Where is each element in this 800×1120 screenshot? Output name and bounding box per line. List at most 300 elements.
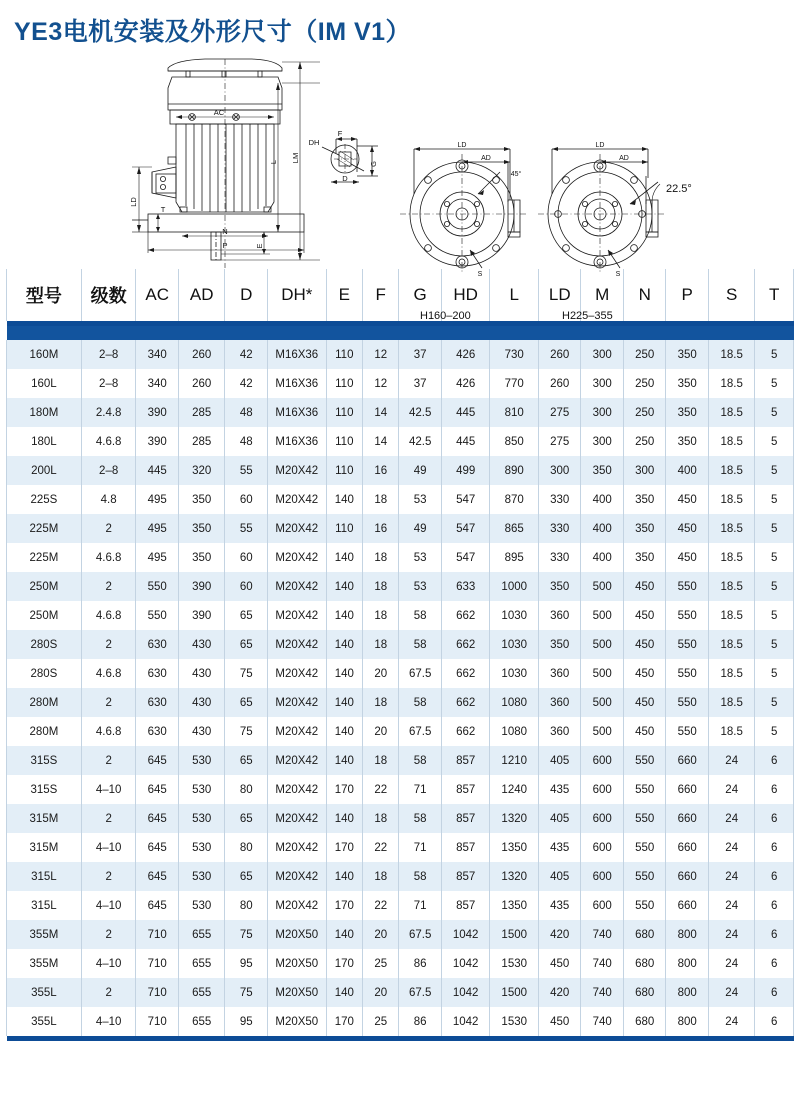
table-cell: 18 — [363, 572, 399, 601]
table-cell: 20 — [363, 717, 399, 746]
col-header-p: P — [666, 269, 708, 321]
flange-left-caption: H160–200 — [420, 310, 471, 322]
table-cell: 450 — [623, 572, 665, 601]
table-cell: 630 — [136, 659, 178, 688]
table-cell: 18 — [363, 862, 399, 891]
svg-text:DH: DH — [308, 138, 320, 147]
table-cell: 4.6.8 — [81, 659, 136, 688]
table-cell: 24 — [708, 891, 755, 920]
table-cell: 660 — [666, 891, 708, 920]
table-cell: 1500 — [490, 978, 539, 1007]
table-cell: 65 — [225, 688, 267, 717]
col-header-g: G — [399, 269, 441, 321]
table-cell: 53 — [399, 543, 441, 572]
spec-table-container — [0, 269, 800, 1041]
table-cell: 140 — [326, 601, 362, 630]
table-cell: 857 — [441, 891, 490, 920]
table-cell: 857 — [441, 804, 490, 833]
cell-model: 160M — [7, 340, 82, 369]
cell-model: 180M — [7, 398, 82, 427]
table-cell: 67.5 — [399, 920, 441, 949]
table-cell: 390 — [178, 572, 225, 601]
table-cell: 662 — [441, 688, 490, 717]
table-cell: 360 — [539, 717, 581, 746]
table-cell: 445 — [441, 427, 490, 456]
table-cell: 865 — [490, 514, 539, 543]
table-cell: M20X42 — [267, 630, 326, 659]
table-cell: M20X42 — [267, 485, 326, 514]
table-cell: 1500 — [490, 920, 539, 949]
table-cell: 58 — [399, 862, 441, 891]
table-cell: 4.6.8 — [81, 717, 136, 746]
table-cell: 18 — [363, 543, 399, 572]
table-cell: 71 — [399, 833, 441, 862]
table-cell: 110 — [326, 427, 362, 456]
cell-model: 355M — [7, 920, 82, 949]
table-cell: 662 — [441, 601, 490, 630]
rule-thick-row — [7, 326, 794, 340]
table-cell: 1350 — [490, 833, 539, 862]
table-cell: 1030 — [490, 630, 539, 659]
table-cell: 550 — [623, 775, 665, 804]
table-cell: 445 — [441, 398, 490, 427]
table-cell: 740 — [581, 949, 623, 978]
table-cell: 530 — [178, 746, 225, 775]
table-row — [7, 949, 794, 978]
table-cell: 550 — [666, 688, 708, 717]
table-row — [7, 746, 794, 775]
cell-model: 280S — [7, 659, 82, 688]
table-row — [7, 775, 794, 804]
table-cell: 445 — [136, 456, 178, 485]
page-title: YE3电机安装及外形尺寸（IM V1） — [14, 18, 412, 46]
table-cell: 550 — [623, 891, 665, 920]
col-header-ac: AC — [136, 269, 178, 321]
table-cell: 6 — [755, 862, 794, 891]
flange-view-h160-200 — [400, 147, 528, 272]
table-cell: 547 — [441, 543, 490, 572]
table-cell: 450 — [666, 543, 708, 572]
table-cell: 360 — [539, 659, 581, 688]
table-cell: 350 — [581, 456, 623, 485]
table-cell: 499 — [441, 456, 490, 485]
table-cell: 660 — [666, 746, 708, 775]
table-cell: 1042 — [441, 978, 490, 1007]
table-cell: 400 — [581, 514, 623, 543]
table-row — [7, 920, 794, 949]
table-cell: 495 — [136, 485, 178, 514]
table-row — [7, 369, 794, 398]
table-cell: 18.5 — [708, 601, 755, 630]
table-cell: M20X42 — [267, 746, 326, 775]
table-cell: 350 — [666, 427, 708, 456]
table-cell: 4–10 — [81, 833, 136, 862]
table-cell: 330 — [539, 543, 581, 572]
svg-text:N: N — [222, 227, 228, 236]
table-cell: 18.5 — [708, 427, 755, 456]
table-cell: 600 — [581, 833, 623, 862]
table-cell: 450 — [666, 485, 708, 514]
cell-model: 250M — [7, 572, 82, 601]
table-cell: 390 — [136, 398, 178, 427]
table-cell: 330 — [539, 485, 581, 514]
table-cell: 1000 — [490, 572, 539, 601]
table-cell: 1320 — [490, 804, 539, 833]
table-cell: 2 — [81, 630, 136, 659]
table-cell: 6 — [755, 891, 794, 920]
table-row — [7, 572, 794, 601]
table-cell: M20X50 — [267, 949, 326, 978]
table-cell: 6 — [755, 920, 794, 949]
table-cell: 2 — [81, 688, 136, 717]
table-cell: 450 — [623, 659, 665, 688]
svg-text:T: T — [160, 205, 166, 214]
cell-model: 280M — [7, 717, 82, 746]
table-cell: 260 — [539, 369, 581, 398]
cell-model: 355L — [7, 978, 82, 1007]
table-cell: 25 — [363, 949, 399, 978]
table-cell: 58 — [399, 804, 441, 833]
svg-text:S: S — [477, 271, 483, 278]
table-cell: 140 — [326, 485, 362, 514]
table-cell: 500 — [581, 601, 623, 630]
table-cell: 450 — [623, 717, 665, 746]
table-cell: 14 — [363, 398, 399, 427]
table-cell: 450 — [623, 601, 665, 630]
table-cell: 530 — [178, 862, 225, 891]
svg-text:D: D — [342, 174, 348, 183]
cell-model: 315M — [7, 804, 82, 833]
table-cell: 80 — [225, 775, 267, 804]
table-cell: 420 — [539, 920, 581, 949]
table-cell: 340 — [136, 340, 178, 369]
table-cell: 710 — [136, 1007, 178, 1036]
table-cell: 4.6.8 — [81, 601, 136, 630]
table-cell: 645 — [136, 891, 178, 920]
table-cell: 53 — [399, 485, 441, 514]
table-cell: 18.5 — [708, 514, 755, 543]
table-cell: 400 — [581, 485, 623, 514]
table-cell: 67.5 — [399, 978, 441, 1007]
cell-model: 225M — [7, 514, 82, 543]
shaft-detail-labels — [309, 129, 378, 183]
table-cell: 550 — [136, 572, 178, 601]
table-cell: 80 — [225, 833, 267, 862]
table-cell: 60 — [225, 572, 267, 601]
table-cell: 2 — [81, 920, 136, 949]
table-cell: 20 — [363, 920, 399, 949]
table-cell: 390 — [136, 427, 178, 456]
table-cell: 550 — [666, 572, 708, 601]
table-cell: 420 — [539, 978, 581, 1007]
table-cell: 58 — [399, 688, 441, 717]
table-cell: 340 — [136, 369, 178, 398]
table-cell: 25 — [363, 1007, 399, 1036]
table-cell: 810 — [490, 398, 539, 427]
table-cell: 495 — [136, 543, 178, 572]
table-cell: 530 — [178, 833, 225, 862]
table-cell: 350 — [539, 572, 581, 601]
table-cell: 350 — [623, 485, 665, 514]
table-cell: 110 — [326, 398, 362, 427]
table-cell: 140 — [326, 978, 362, 1007]
table-cell: 42.5 — [399, 427, 441, 456]
table-cell: 662 — [441, 630, 490, 659]
table-cell: 645 — [136, 862, 178, 891]
table-cell: 18 — [363, 746, 399, 775]
table-cell: 450 — [666, 514, 708, 543]
table-cell: 550 — [623, 833, 665, 862]
table-cell: 24 — [708, 949, 755, 978]
table-cell: 170 — [326, 833, 362, 862]
table-cell: 71 — [399, 891, 441, 920]
table-cell: 633 — [441, 572, 490, 601]
table-cell: 60 — [225, 485, 267, 514]
table-cell: 53 — [399, 572, 441, 601]
table-header-rule — [7, 326, 794, 340]
table-cell: 5 — [755, 369, 794, 398]
svg-text:AD: AD — [619, 155, 629, 162]
table-cell: 18.5 — [708, 369, 755, 398]
col-header-ld: LD — [539, 269, 581, 321]
table-cell: 250 — [623, 427, 665, 456]
svg-text:L: L — [269, 159, 278, 165]
svg-text:45°: 45° — [510, 171, 522, 178]
table-cell: 86 — [399, 949, 441, 978]
svg-text:AC: AC — [213, 108, 225, 117]
table-cell: 550 — [623, 804, 665, 833]
table-cell: 890 — [490, 456, 539, 485]
cell-model: 250M — [7, 601, 82, 630]
table-cell: 285 — [178, 398, 225, 427]
table-cell: 16 — [363, 514, 399, 543]
table-cell: 1350 — [490, 891, 539, 920]
table-cell: 65 — [225, 601, 267, 630]
table-cell: 550 — [666, 601, 708, 630]
table-cell: 350 — [666, 398, 708, 427]
table-cell: M20X42 — [267, 601, 326, 630]
table-cell: 58 — [399, 746, 441, 775]
table-cell: 630 — [136, 717, 178, 746]
table-cell: 170 — [326, 949, 362, 978]
table-cell: 660 — [666, 862, 708, 891]
table-cell: 24 — [708, 1007, 755, 1036]
table-cell: 18.5 — [708, 398, 755, 427]
col-header-ad: AD — [178, 269, 225, 321]
cell-model: 200L — [7, 456, 82, 485]
table-cell: 58 — [399, 601, 441, 630]
table-cell: 800 — [666, 978, 708, 1007]
table-cell: 18 — [363, 485, 399, 514]
table-cell: 22 — [363, 775, 399, 804]
table-cell: 4–10 — [81, 891, 136, 920]
table-cell: 600 — [581, 891, 623, 920]
table-cell: 140 — [326, 920, 362, 949]
svg-text:LM: LM — [291, 152, 300, 164]
table-cell: 6 — [755, 1007, 794, 1036]
table-row — [7, 717, 794, 746]
table-cell: 320 — [178, 456, 225, 485]
table-cell: 405 — [539, 804, 581, 833]
table-cell: M16X36 — [267, 340, 326, 369]
table-cell: 450 — [623, 630, 665, 659]
table-cell: 530 — [178, 891, 225, 920]
table-cell: 6 — [755, 833, 794, 862]
table-row — [7, 543, 794, 572]
table-cell: 350 — [178, 514, 225, 543]
table-cell: 430 — [178, 630, 225, 659]
table-cell: 2 — [81, 978, 136, 1007]
table-cell: 547 — [441, 485, 490, 514]
table-cell: 6 — [755, 775, 794, 804]
dimensions-table — [6, 269, 794, 1041]
table-cell: 2 — [81, 572, 136, 601]
col-header-e: E — [326, 269, 362, 321]
cell-model: 315S — [7, 775, 82, 804]
table-cell: 140 — [326, 862, 362, 891]
table-cell: 5 — [755, 427, 794, 456]
table-cell: 360 — [539, 688, 581, 717]
table-cell: 300 — [581, 369, 623, 398]
table-cell: 275 — [539, 398, 581, 427]
cell-model: 280S — [7, 630, 82, 659]
table-cell: 4–10 — [81, 1007, 136, 1036]
table-cell: 710 — [136, 949, 178, 978]
rule-bottom-row — [7, 1036, 794, 1041]
col-header-dh: DH* — [267, 269, 326, 321]
table-cell: 1240 — [490, 775, 539, 804]
table-cell: 400 — [581, 543, 623, 572]
table-row — [7, 601, 794, 630]
table-cell: 300 — [581, 340, 623, 369]
table-cell: 18 — [363, 804, 399, 833]
table-cell: 6 — [755, 746, 794, 775]
table-cell: 42.5 — [399, 398, 441, 427]
cell-model: 225S — [7, 485, 82, 514]
table-cell: 680 — [623, 978, 665, 1007]
table-cell: 350 — [666, 369, 708, 398]
table-cell: 2 — [81, 804, 136, 833]
table-cell: 1210 — [490, 746, 539, 775]
table-cell: 110 — [326, 514, 362, 543]
table-cell: 250 — [623, 398, 665, 427]
table-cell: 42 — [225, 340, 267, 369]
table-cell: 24 — [708, 746, 755, 775]
table-cell: 600 — [581, 746, 623, 775]
table-row — [7, 485, 794, 514]
table-cell: 850 — [490, 427, 539, 456]
angle-22-5-label: 22.5° — [666, 183, 692, 195]
table-cell: 49 — [399, 514, 441, 543]
table-cell: 5 — [755, 456, 794, 485]
table-cell: 5 — [755, 659, 794, 688]
table-cell: 275 — [539, 427, 581, 456]
flange-right-caption: H225–355 — [562, 310, 613, 322]
table-cell: M20X42 — [267, 514, 326, 543]
table-cell: 18.5 — [708, 630, 755, 659]
table-cell: 24 — [708, 804, 755, 833]
table-cell: 67.5 — [399, 717, 441, 746]
table-cell: 285 — [178, 427, 225, 456]
table-row — [7, 891, 794, 920]
table-cell: 37 — [399, 369, 441, 398]
table-row — [7, 833, 794, 862]
table-cell: 250 — [623, 340, 665, 369]
table-row — [7, 688, 794, 717]
table-bottom-rule — [7, 1036, 794, 1041]
table-cell: 630 — [136, 630, 178, 659]
table-cell: 405 — [539, 862, 581, 891]
table-cell: 55 — [225, 514, 267, 543]
table-cell: 550 — [623, 862, 665, 891]
table-cell: 857 — [441, 746, 490, 775]
table-cell: 75 — [225, 717, 267, 746]
table-cell: 660 — [666, 833, 708, 862]
rule-thick-bar — [7, 326, 794, 340]
table-cell: 495 — [136, 514, 178, 543]
table-cell: 5 — [755, 398, 794, 427]
table-cell: 655 — [178, 949, 225, 978]
table-cell: M20X42 — [267, 775, 326, 804]
table-cell: 71 — [399, 775, 441, 804]
table-cell: 24 — [708, 833, 755, 862]
table-cell: 857 — [441, 775, 490, 804]
table-cell: 550 — [666, 630, 708, 659]
table-cell: 1042 — [441, 920, 490, 949]
table-cell: 430 — [178, 659, 225, 688]
table-cell: 140 — [326, 717, 362, 746]
table-body — [7, 340, 794, 1036]
table-cell: 405 — [539, 746, 581, 775]
table-cell: 260 — [539, 340, 581, 369]
svg-text:LD: LD — [457, 142, 467, 149]
table-cell: 12 — [363, 340, 399, 369]
cell-model: 355M — [7, 949, 82, 978]
table-cell: 5 — [755, 340, 794, 369]
table-cell: 500 — [581, 630, 623, 659]
table-cell: 110 — [326, 456, 362, 485]
table-cell: 18 — [363, 601, 399, 630]
table-cell: 547 — [441, 514, 490, 543]
table-head — [7, 269, 794, 321]
table-cell: 49 — [399, 456, 441, 485]
table-cell: 18.5 — [708, 688, 755, 717]
table-cell: 600 — [581, 775, 623, 804]
table-cell: 550 — [666, 659, 708, 688]
table-cell: 65 — [225, 862, 267, 891]
table-cell: 6 — [755, 978, 794, 1007]
table-cell: 645 — [136, 775, 178, 804]
table-row — [7, 514, 794, 543]
table-cell: M20X50 — [267, 1007, 326, 1036]
table-cell: 350 — [666, 340, 708, 369]
table-cell: 24 — [708, 920, 755, 949]
table-cell: 5 — [755, 630, 794, 659]
table-cell: 5 — [755, 572, 794, 601]
table-cell: 18 — [363, 688, 399, 717]
table-cell: 530 — [178, 804, 225, 833]
svg-text:LD: LD — [129, 197, 138, 207]
table-cell: 500 — [581, 659, 623, 688]
table-cell: M20X42 — [267, 688, 326, 717]
table-cell: 740 — [581, 920, 623, 949]
table-cell: 140 — [326, 804, 362, 833]
table-cell: M20X42 — [267, 659, 326, 688]
table-cell: 800 — [666, 920, 708, 949]
table-cell: 1080 — [490, 717, 539, 746]
cell-model: 225M — [7, 543, 82, 572]
table-cell: 450 — [539, 949, 581, 978]
